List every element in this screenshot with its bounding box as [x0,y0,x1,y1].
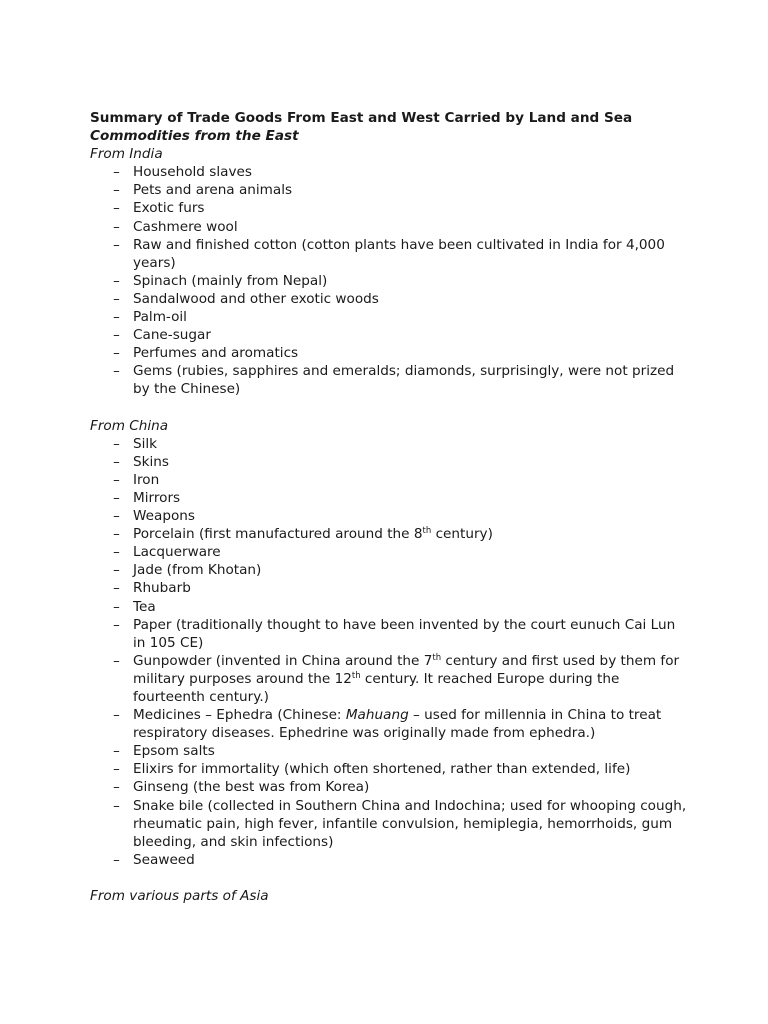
list-dash: – [113,652,120,669]
section-heading-china: From China [90,417,169,434]
list-item: – Cane-sugar [113,327,211,344]
list-item: – Jade (from Khotan) [113,562,262,579]
list-item: – Exotic furs [113,200,205,217]
section-heading-india: From India [90,146,163,163]
list-item: – Elixirs for immortality (which often shortened, rather than extended, life) [113,761,631,778]
list-dash: – [113,471,120,488]
list-dash: – [113,489,120,506]
list-item: – Sandalwood and other exotic woods [113,290,379,307]
list-dash: – [113,345,120,362]
list-dash: – [113,508,120,525]
list-item: – Medicines – Ephedra (Chinese: Mahuang – used for millennia in China to treat respiratory diseases. Ephedrine was originally made from ephedra.) [113,707,662,742]
list-item: – Weapons [113,508,195,525]
list-item: – Pets and arena animals [113,182,293,199]
list-item: – Perfumes and aromatics [113,345,299,362]
list-item: – Skins [113,453,169,470]
list-dash: – [113,526,120,543]
list-dash: – [113,761,120,778]
document-title: Summary of Trade Goods From East and West Carried by Land and Sea [90,110,633,126]
list-dash: – [113,616,120,633]
list-item: – Paper (traditionally thought to have been invented by the court eunuch Cai Lun in 105 CE) [113,616,676,651]
list-item: – Spinach (mainly from Nepal) [113,272,328,289]
list-item: – Tea [113,598,156,615]
list-item: – Cashmere wool [113,218,238,235]
list-item: – Gems (rubies, sapphires and emeralds; diamonds, surprisingly, were not prized by the Chinese) [113,363,675,398]
list-item: – Silk [113,435,158,452]
list-item: – Snake bile (collected in Southern China and Indochina; used for whooping cough, rheumatic pain, high fever, infantile convulsion, hemiplegia, hemorrhoids, gum bleeding, and skin infections) [113,797,687,850]
list-dash: – [113,580,120,597]
list-item: – Raw and finished cotton (cotton plants have been cultivated in India for 4,000 years) [113,236,665,271]
list-dash: – [113,544,120,561]
list-item: – Porcelain (first manufactured around the 8th century) [113,526,493,543]
section-spacer [90,399,690,417]
list-item: – Seaweed [113,851,195,868]
list-item: – Iron [113,471,160,488]
list-dash: – [113,851,120,868]
india-goods-list [90,163,690,398]
document-page [90,109,690,905]
section-heading-asia: From various parts of Asia [90,888,269,905]
list-dash: – [113,327,120,344]
list-dash: – [113,797,120,814]
list-item: – Household slaves [113,164,252,181]
list-dash: – [113,707,120,724]
list-dash: – [113,562,120,579]
list-dash: – [113,435,120,452]
document-subtitle: Commodities from the East [90,128,299,145]
list-dash: – [113,164,120,181]
list-dash: – [113,200,120,217]
list-item: – Mirrors [113,489,181,506]
list-dash: – [113,236,120,253]
list-dash: – [113,743,120,760]
list-dash: – [113,290,120,307]
list-item: – Lacquerware [113,544,221,561]
list-item: – Ginseng (the best was from Korea) [113,779,370,796]
section-spacer [90,869,690,887]
list-dash: – [113,598,120,615]
list-dash: – [113,182,120,199]
list-item: – Palm-oil [113,309,187,326]
list-dash: – [113,363,120,380]
list-dash: – [113,453,120,470]
list-item: – Epsom salts [113,743,215,760]
list-item: – Gunpowder (invented in China around the 7th century and first used by them for military purposes around the 12th century. It reached Europe during the fourteenth century.) [113,652,680,705]
list-dash: – [113,309,120,326]
list-dash: – [113,218,120,235]
list-dash: – [113,779,120,796]
list-item: – Rhubarb [113,580,191,597]
list-dash: – [113,272,120,289]
china-goods-list [90,435,690,869]
